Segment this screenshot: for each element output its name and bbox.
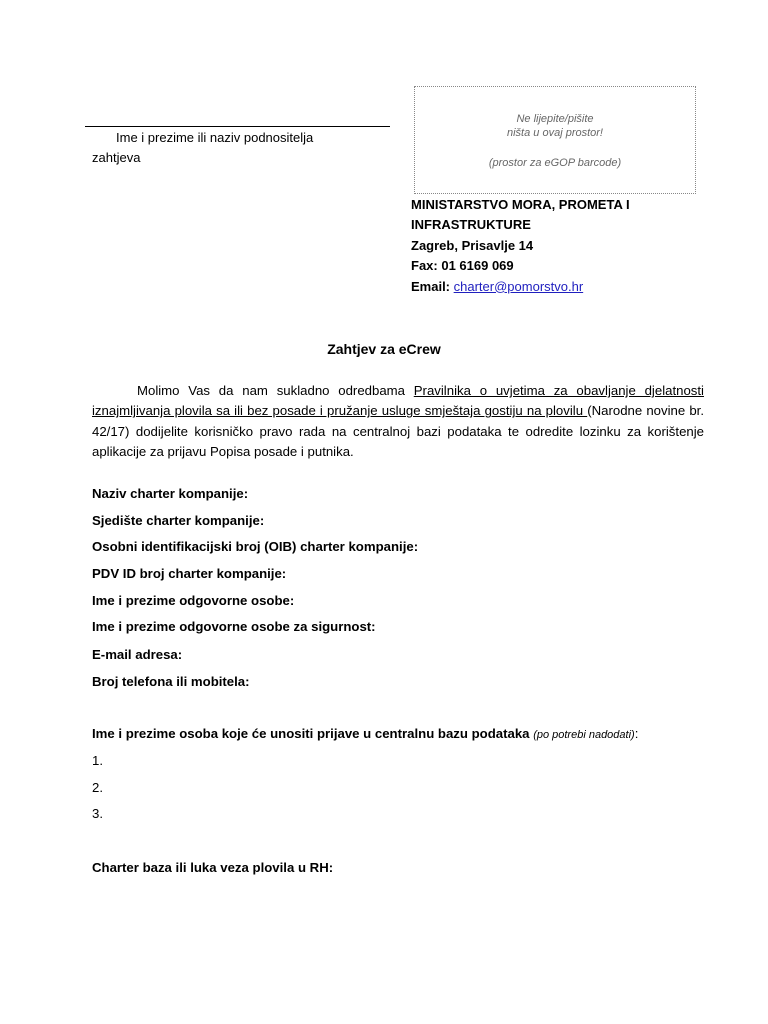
persons-label: Ime i prezime osoba koje će unositi prijave u centralnu bazu podataka — [92, 726, 530, 741]
person-number-2: 2. — [92, 780, 103, 795]
field-vat-id: PDV ID broj charter kompanije: — [92, 566, 287, 581]
applicant-label-line1: Ime i prezime ili naziv podnositelja — [116, 130, 314, 145]
applicant-label — [92, 128, 382, 168]
persons-note: (po potrebi nadodati) — [533, 729, 635, 741]
barcode-note-line1: Ne lijepite/pišite — [516, 113, 594, 125]
person-number-3: 3. — [92, 806, 103, 821]
persons-colon: : — [634, 726, 639, 741]
ministry-name-line2: INFRASTRUKTURE — [411, 217, 531, 233]
applicant-label-line2: zahtjeva — [92, 150, 141, 165]
field-company-oib: Osobni identifikacijski broj (OIB) charter kompanije: — [92, 539, 419, 554]
field-company-seat: Sjedište charter kompanije: — [92, 513, 265, 528]
ministry-name-line1: MINISTARSTVO MORA, PROMETA I — [411, 197, 630, 212]
ministry-email-row — [411, 277, 731, 297]
field-safety-person: Ime i prezime odgovorne osobe za sigurnost: — [92, 619, 376, 634]
intro-part2: (Narodne novine br. 42/17) dodijelite korisničko pravo rada na centralnoj bazi podataka te odredite lozinku za korištenje aplikacije za prijavu Popisa posade i putnika. — [92, 403, 705, 460]
field-responsible-person: Ime i prezime odgovorne osobe: — [92, 593, 295, 608]
regulation-reference: Pravilnika o uvjetima za obavljanje djelatnosti iznajmljivanja plovila sa ili bez posade i pružanje usluge smještaja gostiju na plovilu — [92, 383, 704, 419]
field-company-name: Naziv charter kompanije: — [92, 486, 249, 501]
intro-paragraph — [92, 381, 704, 463]
document-title: Zahtjev za eCrew — [327, 341, 441, 357]
barcode-box — [414, 86, 696, 194]
barcode-note-line3: (prostor za eGOP barcode) — [488, 157, 622, 169]
intro-part1: Molimo Vas da nam sukladno odredbama — [137, 383, 414, 398]
person-number-1: 1. — [92, 753, 103, 768]
ministry-fax: Fax: 01 6169 069 — [411, 258, 514, 274]
email-label: Email: — [411, 278, 451, 294]
email-link[interactable]: charter@pomorstvo.hr — [453, 278, 584, 294]
field-charter-base: Charter baza ili luka veza plovila u RH: — [92, 860, 334, 875]
persons-heading — [92, 726, 638, 741]
ministry-address: Zagreb, Prisavlje 14 — [411, 237, 534, 253]
field-phone: Broj telefona ili mobitela: — [92, 674, 250, 689]
field-email: E-mail adresa: — [92, 647, 183, 662]
ministry-address-block — [411, 195, 731, 297]
barcode-note-line2: ništa u ovaj prostor! — [507, 127, 603, 139]
signature-line — [85, 126, 390, 127]
